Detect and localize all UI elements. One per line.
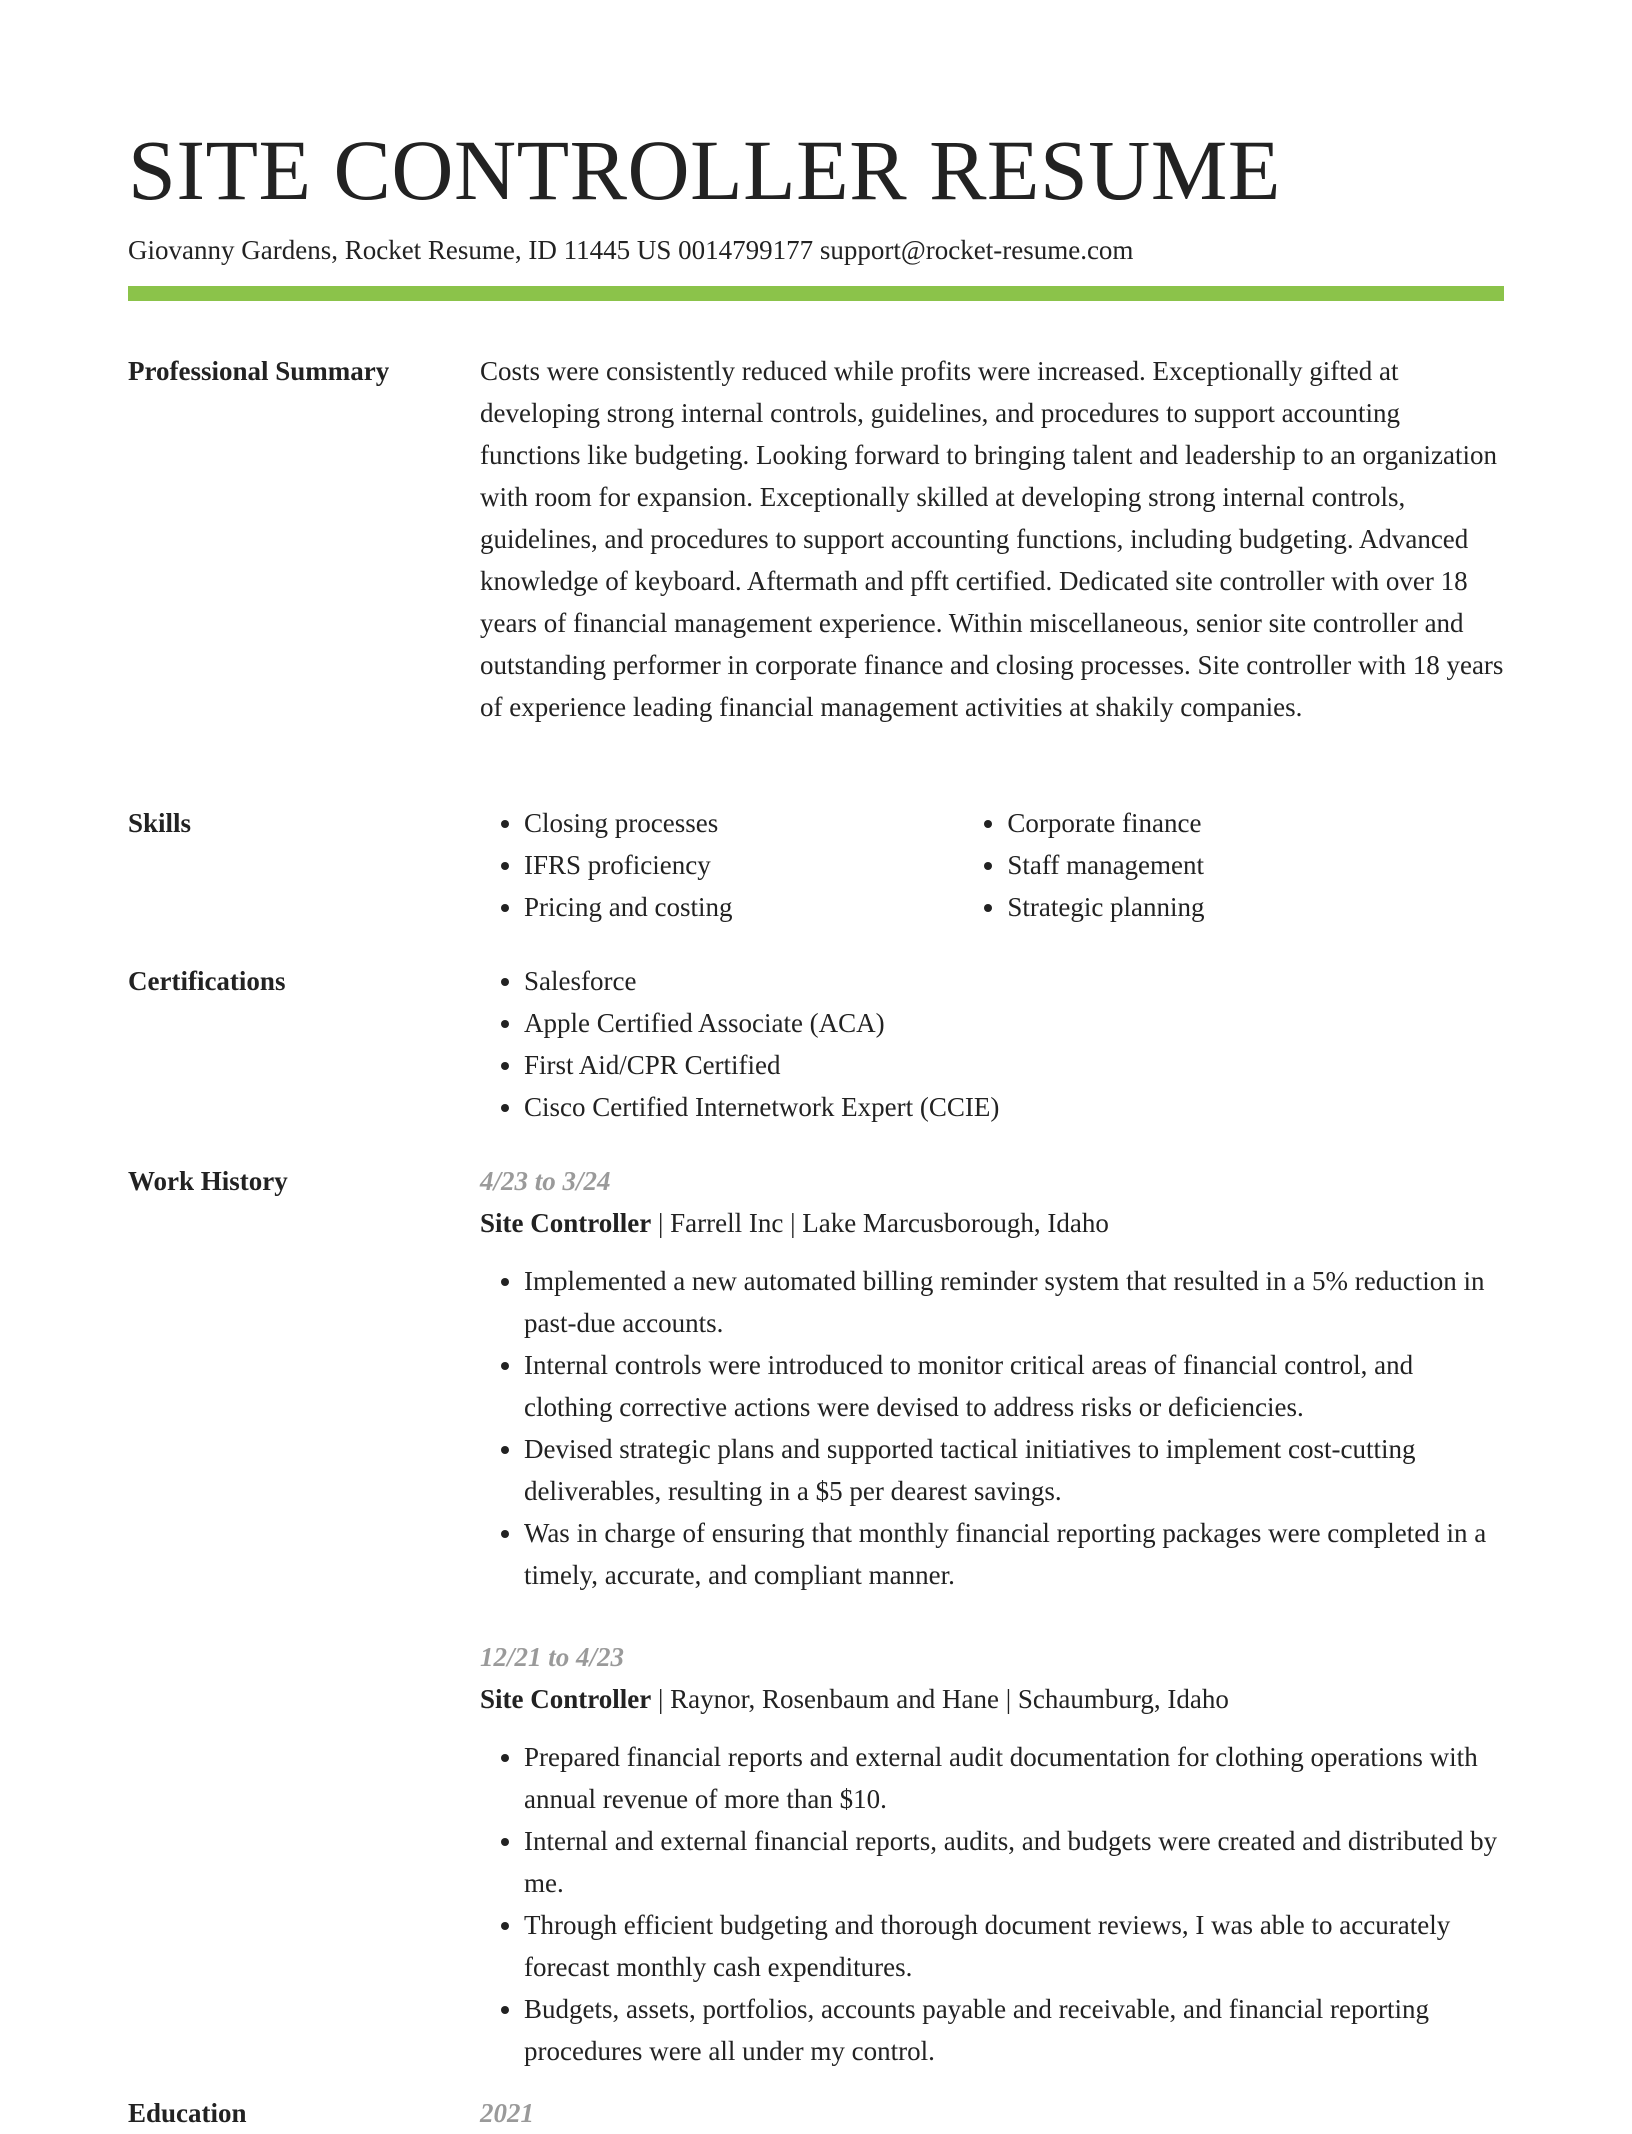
job-bullet: • Prepared financial reports and external audit documentation for clothing operations with annual revenue of more than $10. <box>524 1736 1504 1820</box>
skill-item: • Corporate finance <box>1007 802 1504 844</box>
education-date: 2021 <box>480 2098 534 2128</box>
job-title: Site Controller <box>480 1684 652 1714</box>
certifications-label: Certifications <box>128 966 286 996</box>
skills-list-right <box>963 802 1504 928</box>
contact-line: Giovanny Gardens, Rocket Resume, ID 11445 US 0014799177 support@rocket-resume.com <box>128 235 1134 265</box>
job-dates: 4/23 to 3/24 <box>480 1166 611 1196</box>
certification-item: • Salesforce <box>524 960 1504 1002</box>
job-heading <box>480 1678 1504 1720</box>
job-bullets <box>480 1260 1504 1596</box>
skill-item: • IFRS proficiency <box>524 844 963 886</box>
header-divider <box>128 286 1504 301</box>
certification-item: • Apple Certified Associate (ACA) <box>524 1002 1504 1044</box>
certification-item: • Cisco Certified Internetwork Expert (CCIE) <box>524 1086 1504 1128</box>
job-heading <box>480 1202 1504 1244</box>
job-bullets <box>480 1736 1504 2072</box>
job-bullet: • Through efficient budgeting and thorough document reviews, I was able to accurately forecast monthly cash expenditures. <box>524 1904 1504 1988</box>
certifications-list <box>480 960 1504 1128</box>
job-bullet: • Internal controls were introduced to monitor critical areas of financial control, and clothing corrective actions were devised to address risks or deficiencies. <box>524 1344 1504 1428</box>
job-title: Site Controller <box>480 1208 652 1238</box>
job-bullet: • Internal and external financial reports, audits, and budgets were created and distributed by me. <box>524 1820 1504 1904</box>
job-bullet: • Devised strategic plans and supported tactical initiatives to implement cost-cutting deliverables, resulting in a $5 per dearest savings. <box>524 1428 1504 1512</box>
job-bullet: • Implemented a new automated billing reminder system that resulted in a 5% reduction in past-due accounts. <box>524 1260 1504 1344</box>
skill-item: • Staff management <box>1007 844 1504 886</box>
skill-item: • Pricing and costing <box>524 886 963 928</box>
job-bullet: • Budgets, assets, portfolios, accounts payable and receivable, and financial reporting procedures were all under my control. <box>524 1988 1504 2072</box>
job-details: | Raynor, Rosenbaum and Hane | Schaumburg, Idaho <box>651 1684 1229 1714</box>
job-details: | Farrell Inc | Lake Marcusborough, Idaho <box>651 1208 1109 1238</box>
skill-item: • Strategic planning <box>1007 886 1504 928</box>
job-entry <box>480 1160 1504 1596</box>
certification-item: • First Aid/CPR Certified <box>524 1044 1504 1086</box>
job-dates: 12/21 to 4/23 <box>480 1642 625 1672</box>
skills-list-left <box>480 802 963 928</box>
skill-item: • Closing processes <box>524 802 963 844</box>
education-label: Education <box>128 2098 247 2128</box>
summary-text: Costs were consistently reduced while profits were increased. Exceptionally gifted at developing strong internal controls, guidelines, and procedures to support accounting functions like budgeting. Looking forward to bringing talent and leadership to an organization with room for expansion. Exceptionally skilled at developing strong internal controls, guidelines, and procedures to support accounting functions, including budgeting. Advanced knowledge of keyboard. Aftermath and pfft certified. Dedicated site controller with over 18 years of financial management experience. Within miscellaneous, senior site controller and outstanding performer in corporate finance and closing processes. Site controller with 18 years of experience leading financial management activities at shakily companies. <box>480 356 1504 722</box>
job-bullet: • Was in charge of ensuring that monthly financial reporting packages were completed in a timely, accurate, and compliant manner. <box>524 1512 1504 1596</box>
resume-title: SITE CONTROLLER RESUME <box>128 122 1281 218</box>
summary-label: Professional Summary <box>128 356 390 386</box>
work-history-label: Work History <box>128 1166 288 1196</box>
skills-label: Skills <box>128 808 192 838</box>
job-entry <box>480 1636 1504 2072</box>
